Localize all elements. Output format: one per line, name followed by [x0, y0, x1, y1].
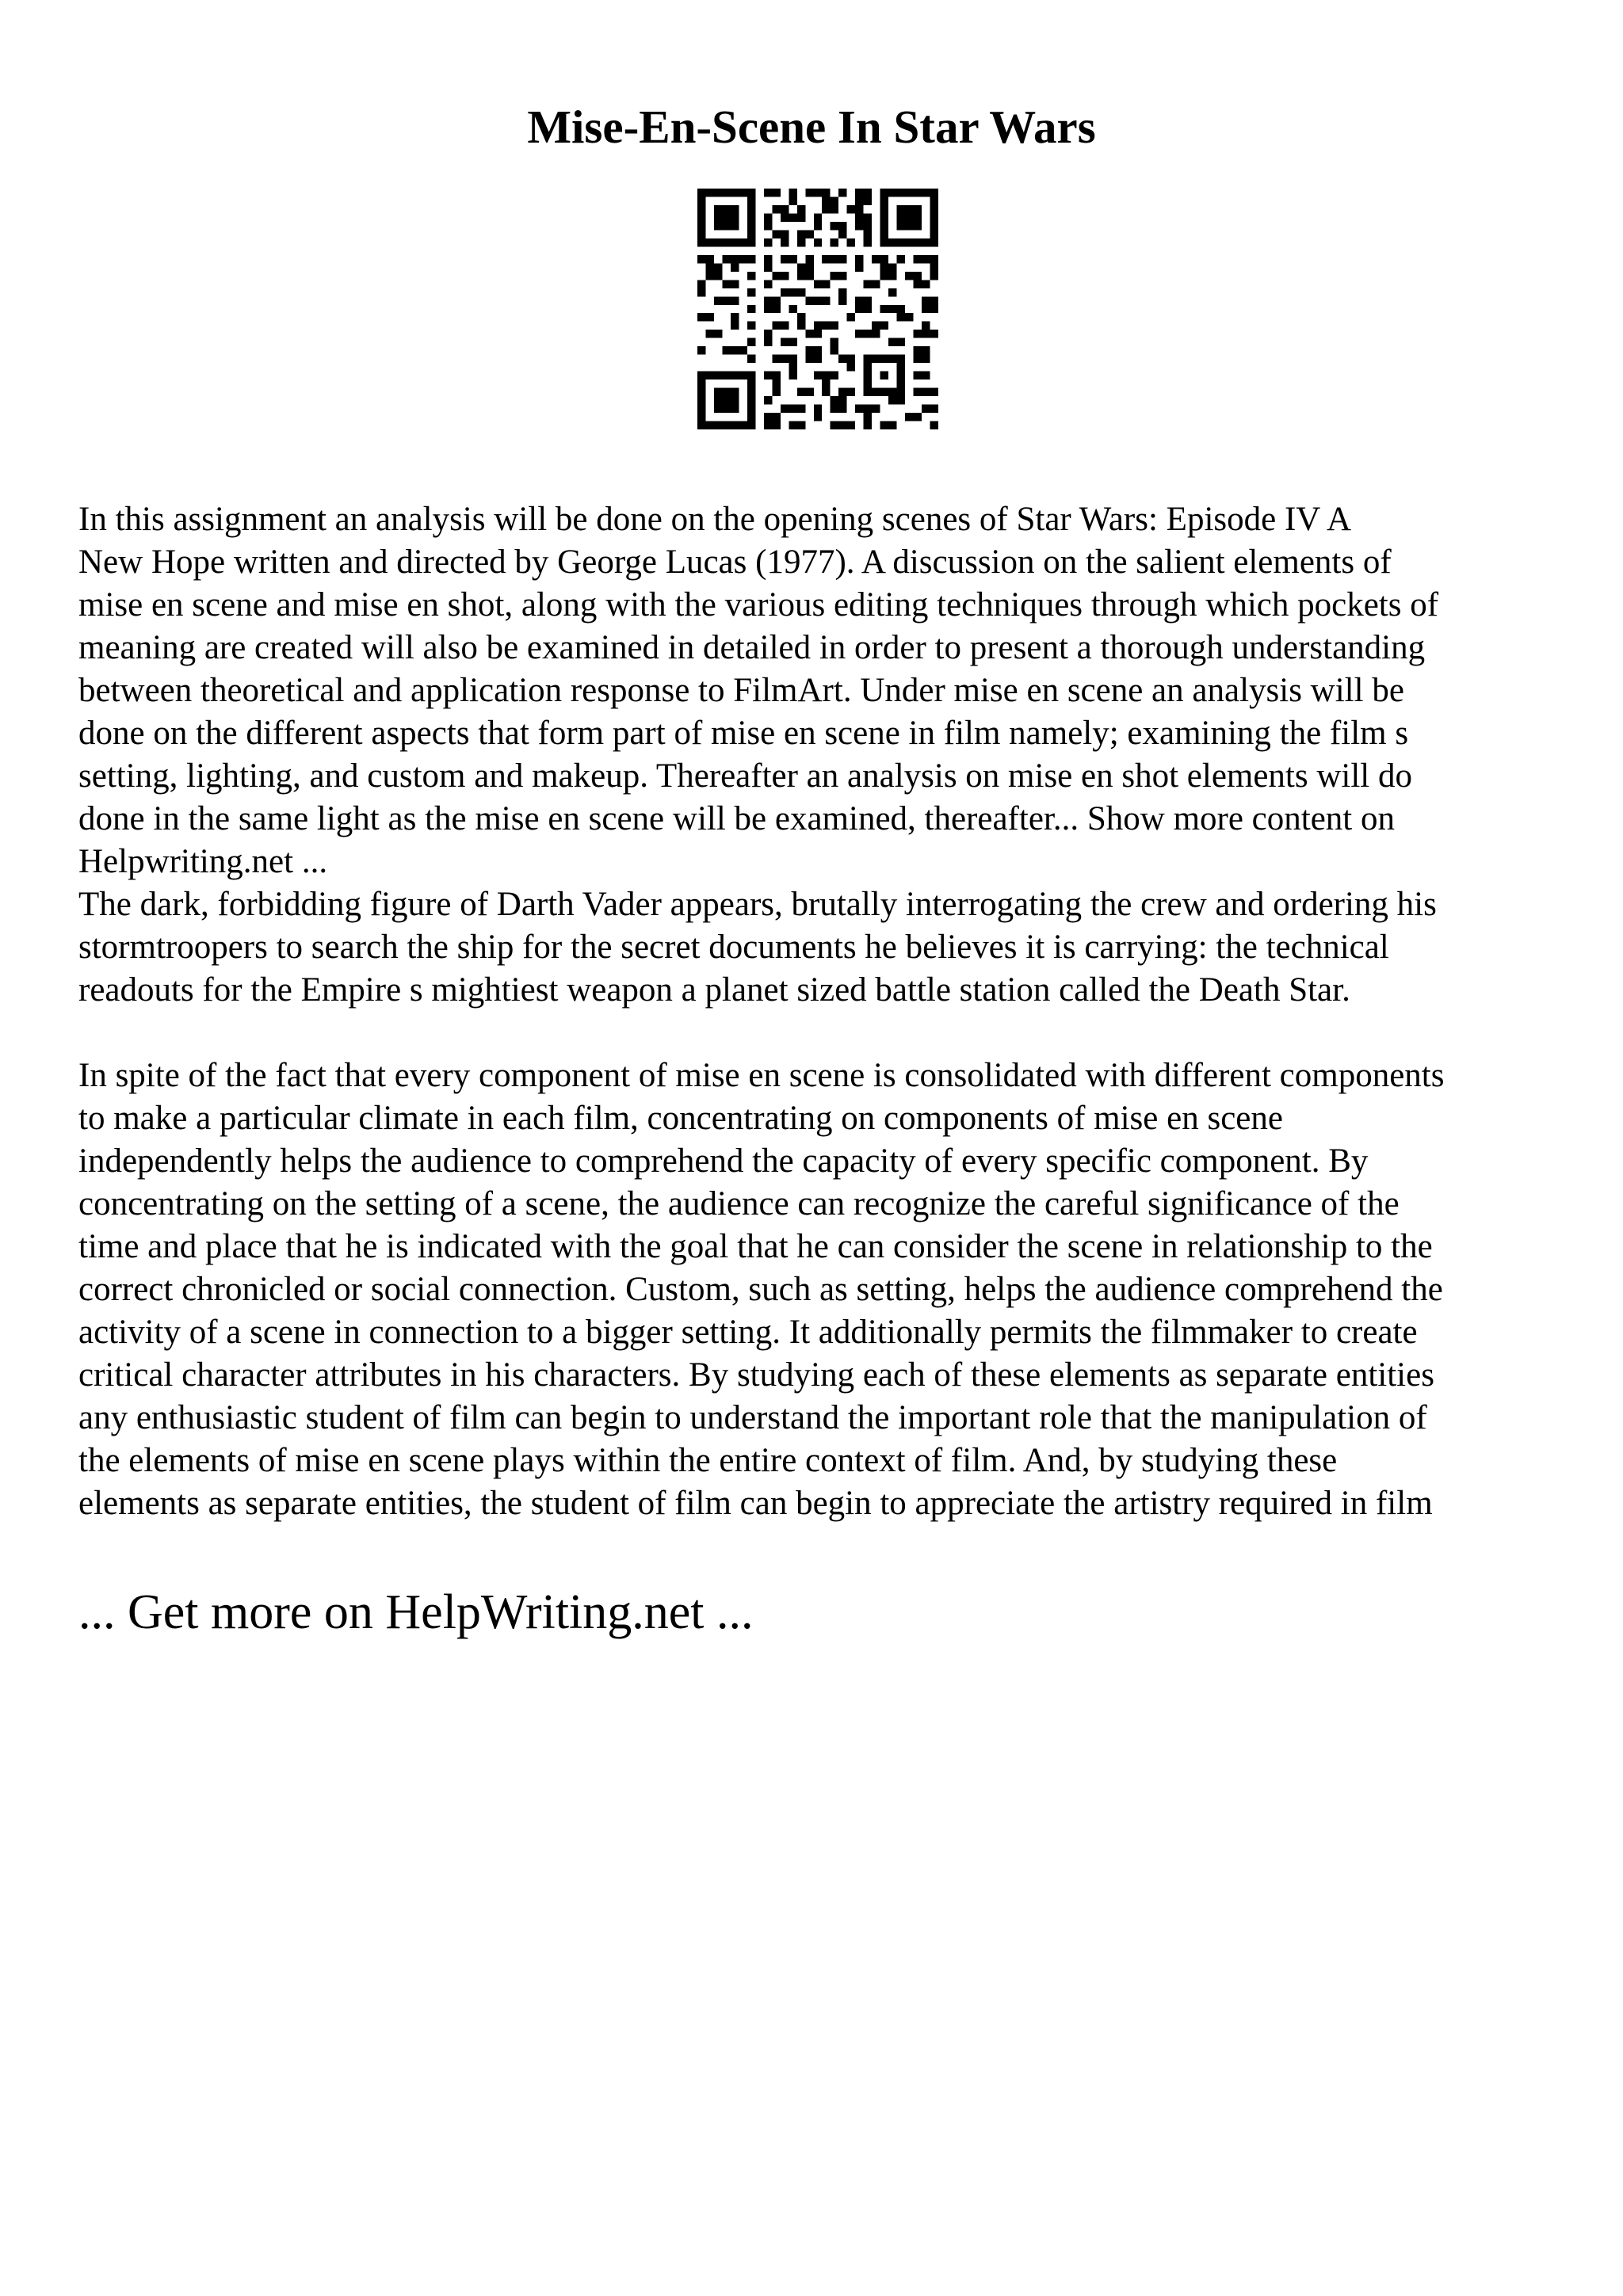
get-more-link[interactable]: ... Get more on HelpWriting.net ... — [78, 1585, 754, 1639]
text-line: to make a particular climate in each film, concentrating on components of mise en scene — [78, 1100, 1283, 1137]
text-line: time and place that he is indicated with the goal that he can consider the scene in relationship to the — [78, 1228, 1433, 1265]
text-line: New Hope written and directed by George Lucas (1977). A discussion on the salient elements of — [78, 543, 1392, 581]
text-line: done in the same light as the mise en scene will be examined, thereafter... Show more content on — [78, 800, 1395, 837]
paragraph — [78, 883, 1568, 1012]
paragraph-gap — [78, 1012, 1568, 1055]
text-line: independently helps the audience to comprehend the capacity of every specific component. By — [78, 1142, 1369, 1180]
text-line: stormtroopers to search the ship for the secret documents he believes it is carrying: the technical — [78, 929, 1389, 966]
text-line: any enthusiastic student of film can begin to understand the important role that the manipulation of — [78, 1399, 1427, 1436]
paragraph — [78, 498, 1568, 883]
text-line: The dark, forbidding figure of Darth Vader appears, brutally interrogating the crew and ordering his — [78, 886, 1437, 923]
text-line: setting, lighting, and custom and makeup. Thereafter an analysis on mise en shot elements will do — [78, 757, 1413, 795]
document-body — [78, 498, 1568, 1525]
text-line: meaning are created will also be examined in detailed in order to present a thorough understanding — [78, 629, 1426, 666]
text-line: mise en scene and mise en shot, along with the various editing techniques through which pockets of — [78, 586, 1439, 624]
text-line: readouts for the Empire s mightiest weapon a planet sized battle station called the Death Star. — [78, 971, 1350, 1009]
text-line: concentrating on the setting of a scene, the audience can recognize the careful significance of the — [78, 1185, 1400, 1222]
text-line: done on the different aspects that form part of mise en scene in film namely; examining the film s — [78, 715, 1409, 752]
qr-code-icon — [697, 189, 938, 429]
text-line: critical character attributes in his characters. By studying each of these elements as separate entities — [78, 1356, 1434, 1394]
text-line: the elements of mise en scene plays within the entire context of film. And, by studying these — [78, 1442, 1338, 1479]
text-line: between theoretical and application response to FilmArt. Under mise en scene an analysis will be — [78, 672, 1404, 709]
text-line: activity of a scene in connection to a bigger setting. It additionally permits the filmmaker to create — [78, 1314, 1418, 1351]
paragraph — [78, 1055, 1568, 1525]
text-line: In this assignment an analysis will be done on the opening scenes of Star Wars: Episode IV A — [78, 501, 1351, 538]
text-line: correct chronicled or social connection. Custom, such as setting, helps the audience comprehend the — [78, 1271, 1443, 1308]
text-line: elements as separate entities, the student of film can begin to appreciate the artistry required in film — [78, 1485, 1433, 1522]
text-line: Helpwriting.net ... — [78, 843, 328, 880]
page-title: Mise-En-Scene In Star Wars — [527, 101, 1096, 153]
text-line: In spite of the fact that every component of mise en scene is consolidated with different components — [78, 1057, 1445, 1094]
